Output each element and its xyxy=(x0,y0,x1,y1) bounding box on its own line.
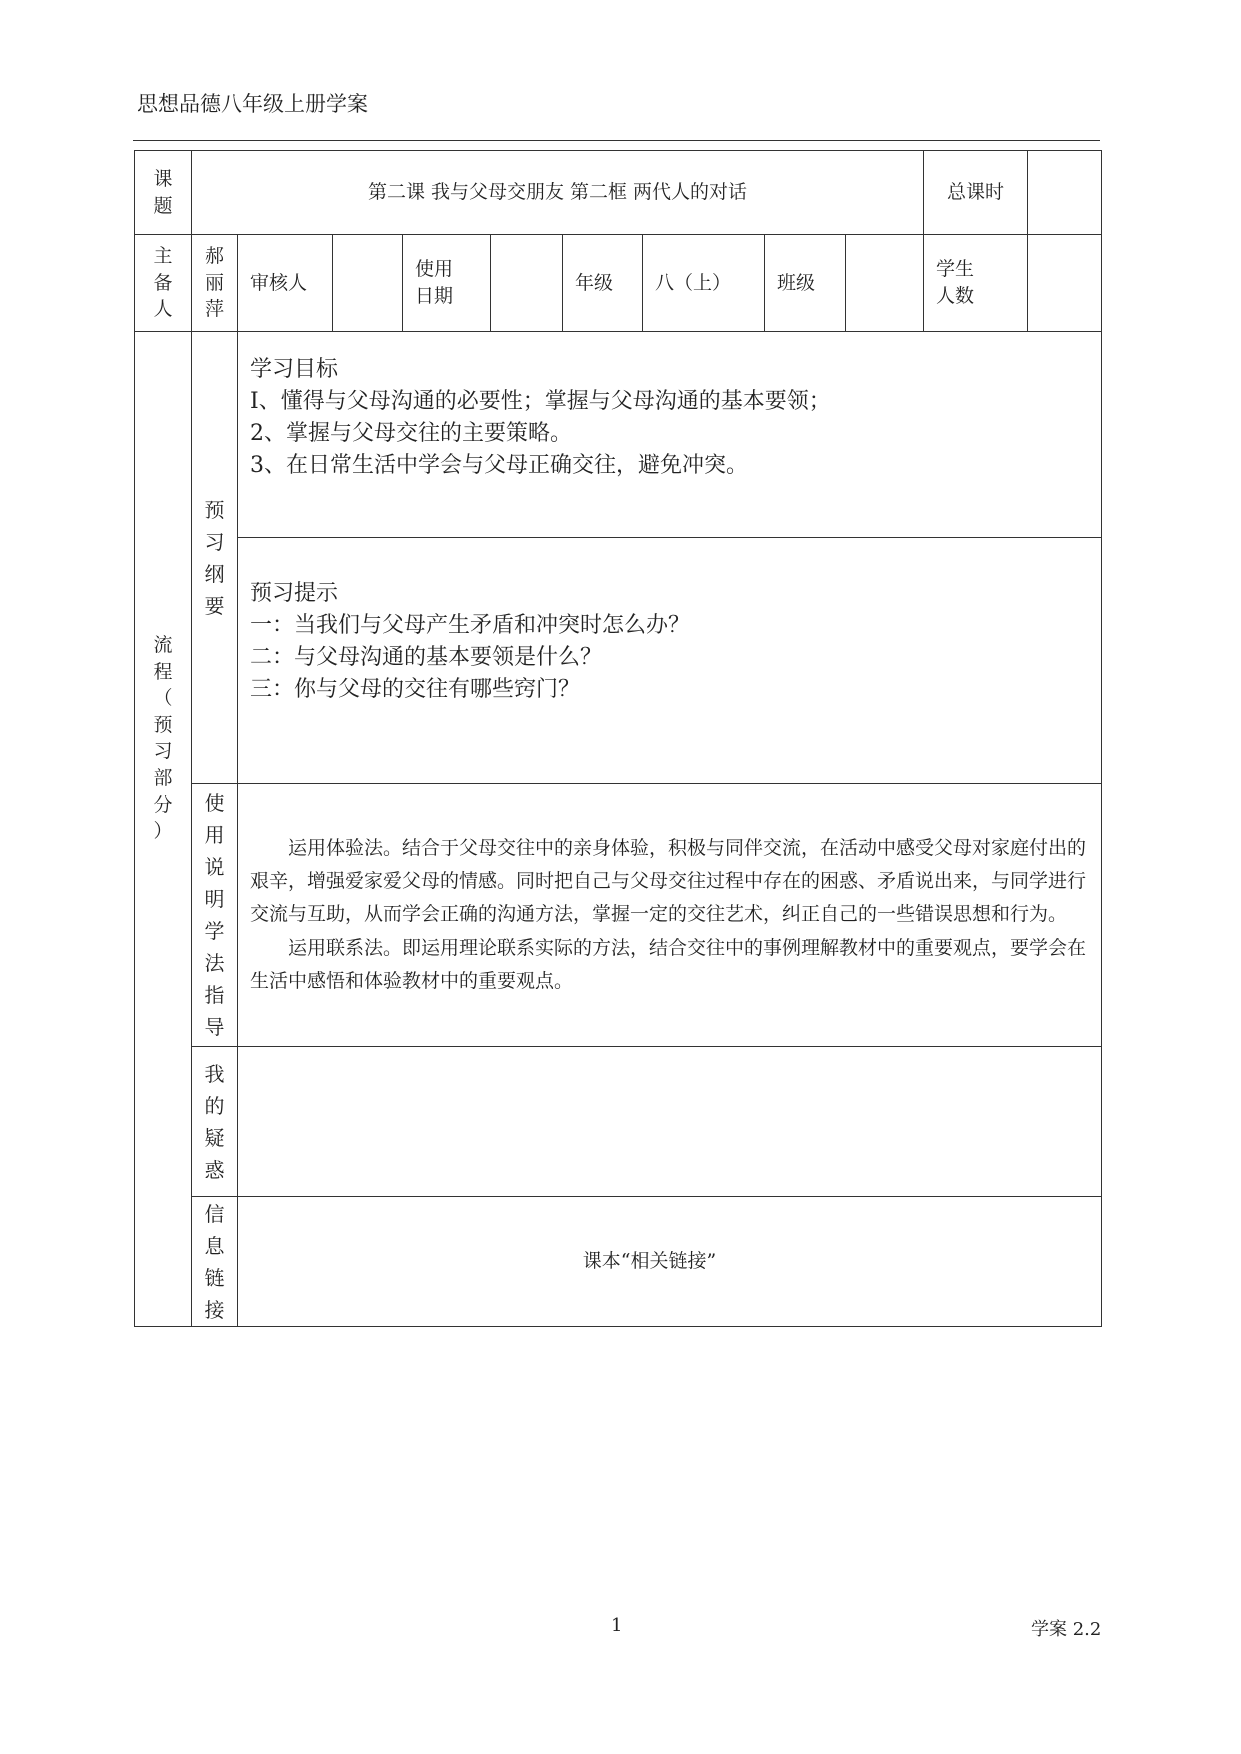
header-divider xyxy=(133,140,1100,141)
grade-label: 年级 xyxy=(563,235,643,332)
usage-date-value[interactable] xyxy=(491,235,563,332)
method-guidance xyxy=(238,784,1102,1047)
info-row xyxy=(135,235,1102,332)
title-row xyxy=(135,151,1102,235)
method-label: 使 用 说 明 学 法 指 导 xyxy=(192,784,238,1047)
hints-title: 预习提示 xyxy=(250,581,339,606)
usage-date-label: 使用 日期 xyxy=(403,235,491,332)
reviewer-label: 审核人 xyxy=(238,235,333,332)
document-header-title: 思想品德八年级上册学案 xyxy=(137,92,368,116)
questions-content[interactable] xyxy=(238,1047,1102,1197)
flow-section-label: 流 程 （ 预 习 部 分 ） xyxy=(135,332,192,1327)
hint-item: 三：你与父母的交往有哪些窍门？ xyxy=(250,676,581,702)
method-paragraph: 运用联系法。即运用理论联系实际的方法，结合交往中的事例理解教材中的重要观点，要学会在生活中感悟和体验教材中的重要观点。 xyxy=(250,936,1087,992)
total-hours-value[interactable] xyxy=(1028,151,1102,235)
goal-item: 2、掌握与父母交往的主要策略。 xyxy=(250,420,572,446)
lesson-title-label: 课 题 xyxy=(135,151,192,235)
student-count-value[interactable] xyxy=(1028,235,1102,332)
reviewer-value[interactable] xyxy=(333,235,403,332)
hint-item: 二：与父母沟通的基本要领是什么？ xyxy=(250,644,603,670)
student-count-label: 学生 人数 xyxy=(924,235,1028,332)
preparer-name: 郝 丽 萍 xyxy=(192,235,238,332)
goals-row xyxy=(135,332,1102,538)
lesson-title: 第二课 我与父母交朋友 第二框 两代人的对话 xyxy=(192,151,924,235)
preparer-label: 主 备 人 xyxy=(135,235,192,332)
info-link-label: 信 息 链 接 xyxy=(192,1197,238,1327)
goal-item: I、懂得与父母沟通的必要性；掌握与父母沟通的基本要领； xyxy=(250,388,831,414)
grade-value: 八（上） xyxy=(643,235,765,332)
document-code: 学案 2.2 xyxy=(1031,1619,1102,1640)
class-value[interactable] xyxy=(846,235,924,332)
hints-row xyxy=(135,538,1102,784)
page-number: 1 xyxy=(611,1615,623,1636)
outline-label: 预 习 纲 要 xyxy=(192,332,238,784)
lesson-plan-table xyxy=(134,150,1102,1327)
class-label: 班级 xyxy=(765,235,846,332)
questions-label: 我 的 疑 惑 xyxy=(192,1047,238,1197)
info-link-content: 课本“相关链接” xyxy=(238,1197,1102,1327)
method-paragraph: 运用体验法。结合于父母交往中的亲身体验，积极与同伴交流，在活动中感受父母对家庭付出的艰辛，增强爱家爱父母的情感。同时把自己与父母交往过程中存在的困惑、矛盾说出来，与同学进行交流与互助，从而学会正确的沟通方法，掌握一定的交往艺术，纠正自己的一些错误思想和行为。 xyxy=(250,836,1087,926)
questions-row xyxy=(135,1047,1102,1197)
total-hours-label: 总课时 xyxy=(924,151,1028,235)
learning-goals xyxy=(238,332,1102,538)
hint-item: 一：当我们与父母产生矛盾和冲突时怎么办？ xyxy=(250,612,691,638)
goal-item: 3、在日常生活中学会与父母正确交往，避免冲突。 xyxy=(250,452,748,478)
method-row xyxy=(135,784,1102,1047)
preview-hints xyxy=(238,538,1102,784)
goals-title: 学习目标 xyxy=(250,357,339,382)
info-link-row xyxy=(135,1197,1102,1327)
